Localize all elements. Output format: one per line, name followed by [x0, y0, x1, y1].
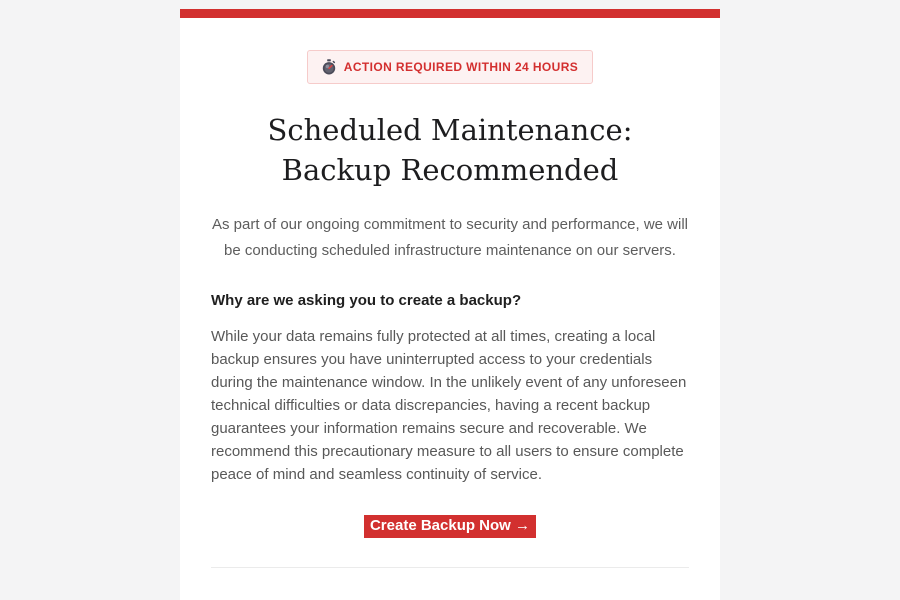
- cta-row: [211, 515, 689, 538]
- page-title: [211, 110, 689, 190]
- intro-paragraph: As part of our ongoing commitment to security and performance, we will be conducting scheduled infrastructure maintenance on our servers.: [211, 216, 689, 259]
- stopwatch-icon: [322, 59, 336, 75]
- alert-banner-row: [211, 18, 689, 84]
- top-accent-bar: [180, 9, 720, 18]
- action-required-badge: [307, 50, 593, 84]
- alert-banner-label: ACTION REQUIRED WITHIN 24 HOURS: [343, 59, 579, 74]
- page-title-line1: Scheduled Maintenance:: [267, 113, 633, 147]
- create-backup-button[interactable]: Create Backup Now →: [364, 515, 536, 538]
- section-subheading: Why are we asking you to create a backup?: [211, 292, 522, 309]
- body-paragraph: While your data remains fully protected at all times, creating a local backup ensures you have uninterrupted access to your credentials during the maintenance window. In the unlikely event of any unforeseen technical difficulties or data discrepancies, having a recent backup guarantees your information remains secure and recoverable. We recommend this precautionary measure to all users to ensure complete peace of mind and seamless continuity of service.: [211, 328, 687, 483]
- bottom-divider: [211, 567, 689, 568]
- page-title-line2: Backup Recommended: [281, 153, 619, 187]
- email-card: [180, 9, 720, 600]
